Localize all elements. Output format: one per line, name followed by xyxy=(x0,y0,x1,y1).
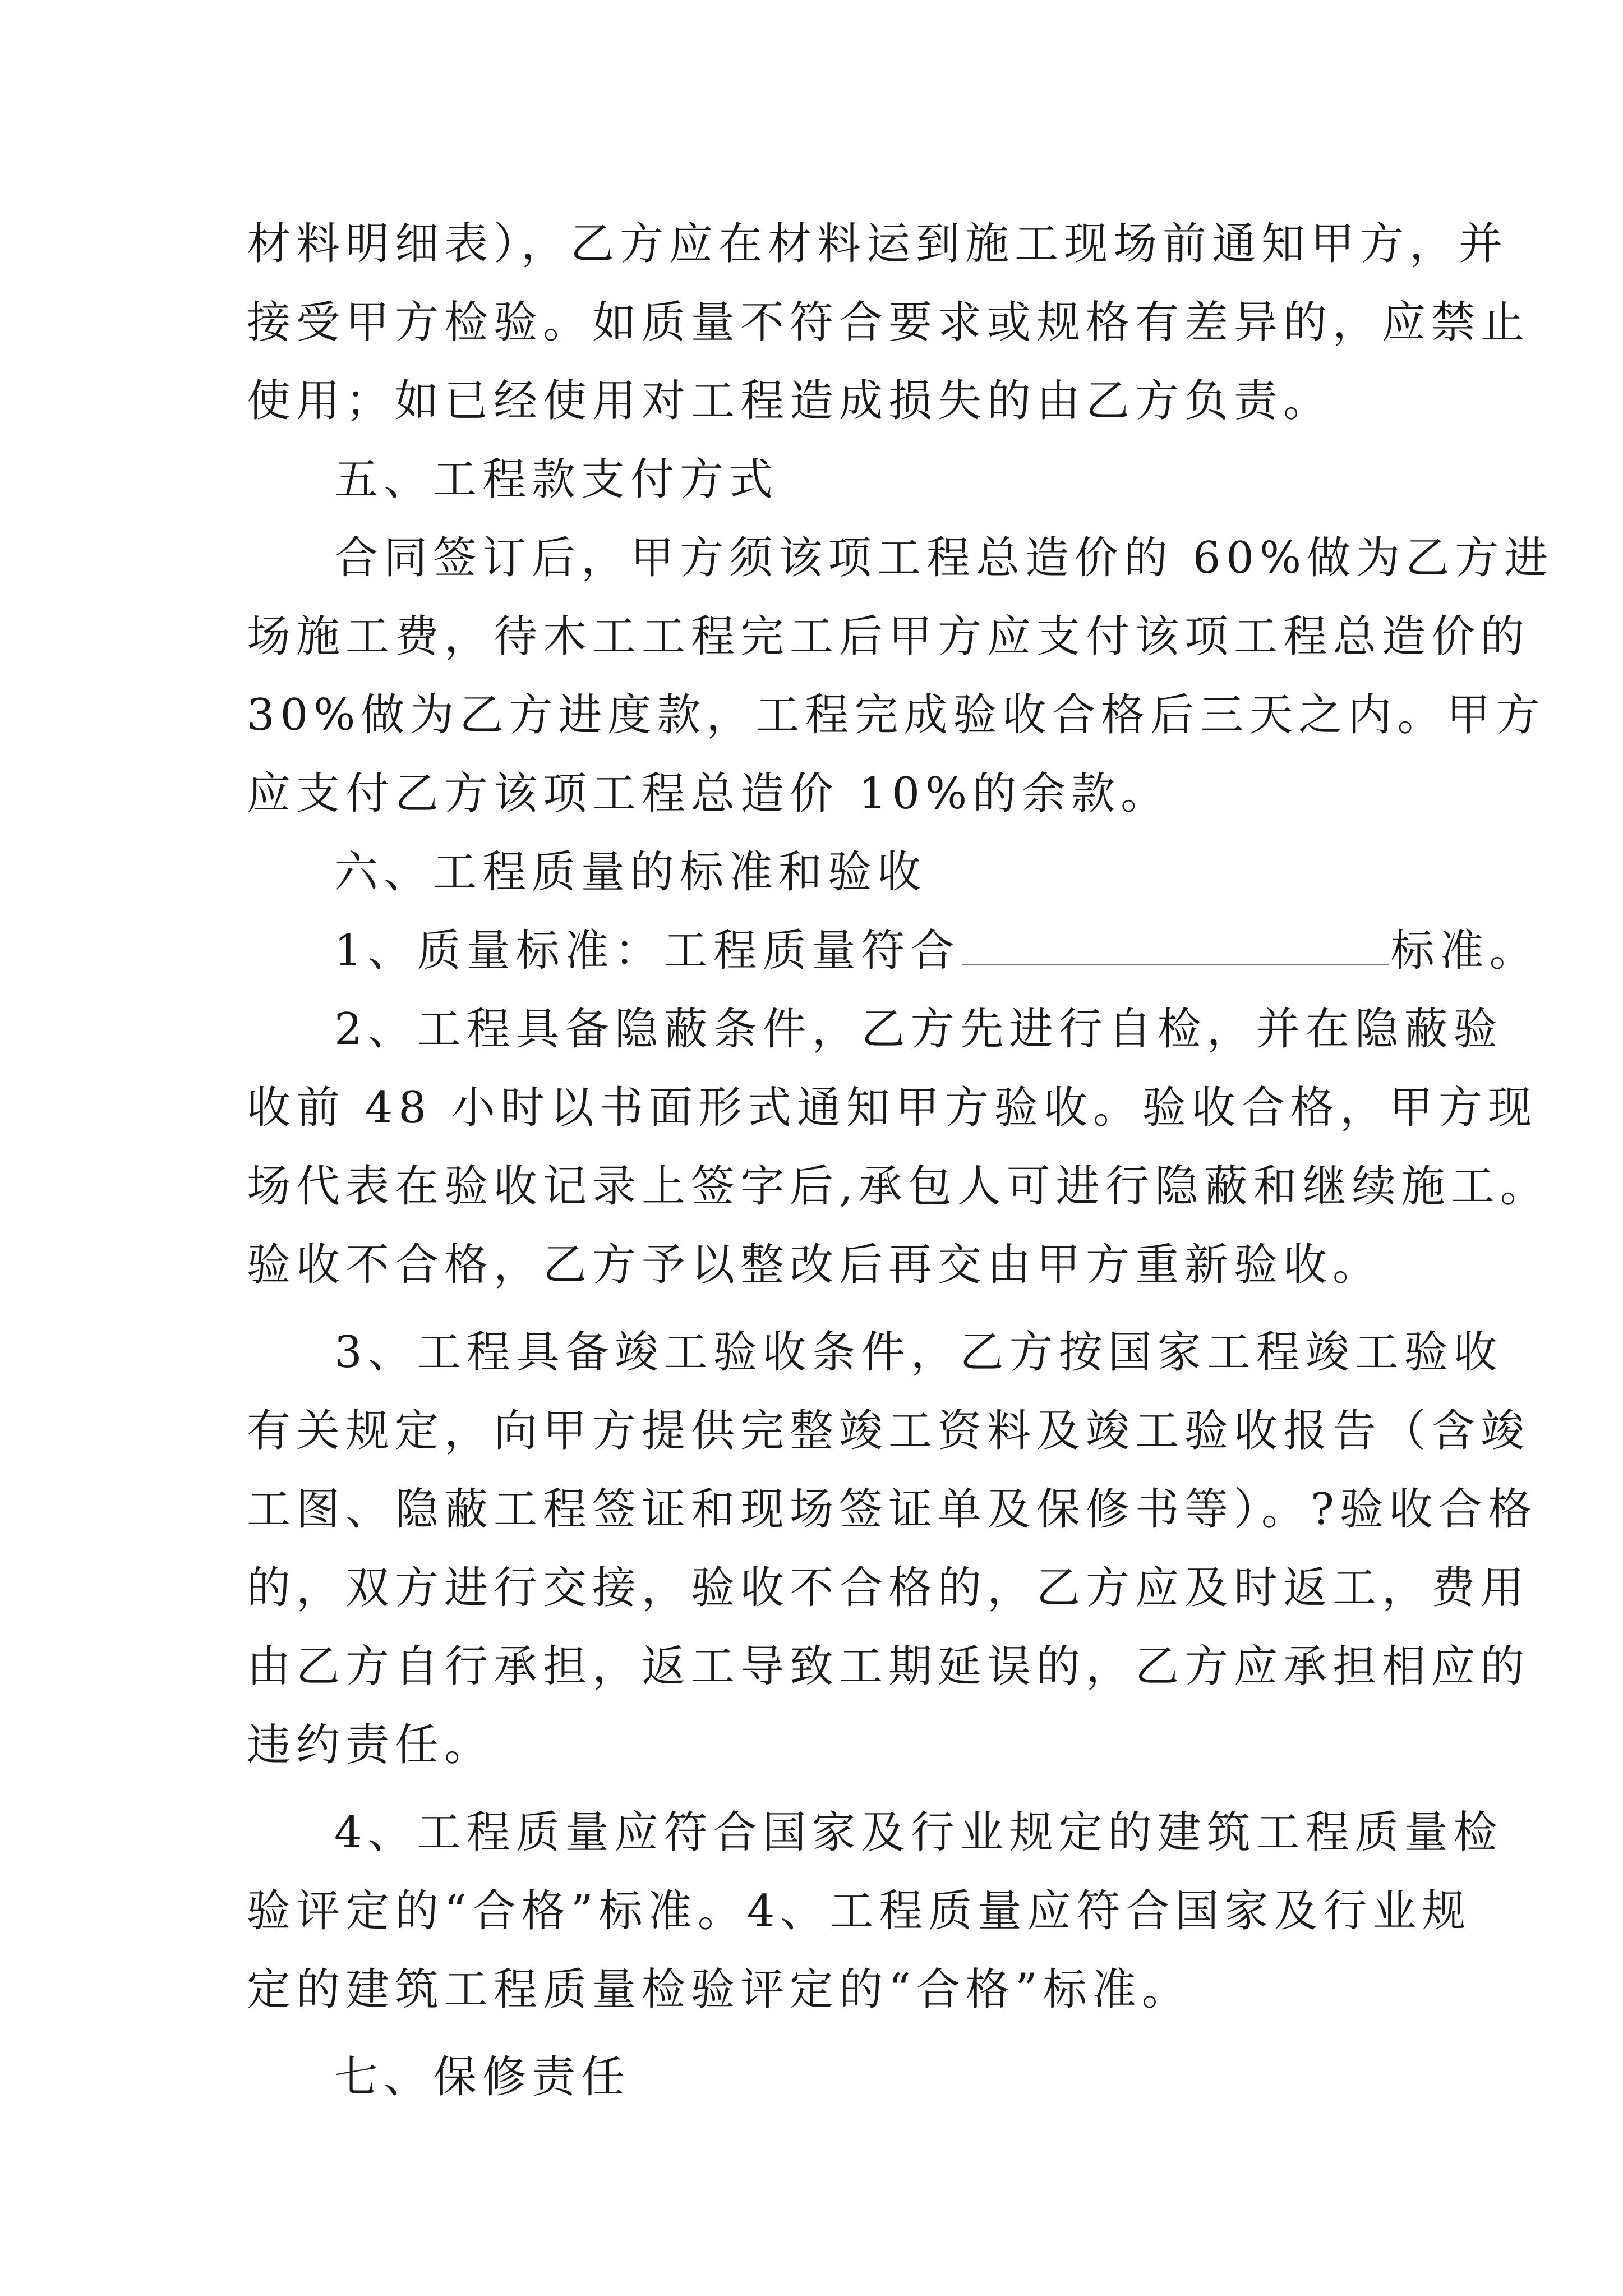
text-line: 场施工费，待木工工程完工后甲方应支付该项工程总造价的 xyxy=(247,611,1530,662)
text-line: 应支付乙方该项工程总造价 10%的余款。 xyxy=(247,769,1170,819)
section-heading-payment: 五、工程款支付方式 xyxy=(334,454,779,505)
paragraph-gap xyxy=(247,1304,1392,1313)
text-line: 收前 48 小时以书面形式通知甲方验收。验收合格，甲方现 xyxy=(247,1083,1537,1133)
text-line: 接受甲方检验。如质量不符合要求或规格有差异的，应禁止 xyxy=(247,297,1530,348)
text-line: 3、工程具备竣工验收条件，乙方按国家工程竣工验收 xyxy=(334,1327,1503,1378)
text-line: 合同签订后，甲方须该项工程总造价的 60%做为乙方进 xyxy=(334,533,1554,583)
paragraph-gap xyxy=(247,2029,1392,2038)
text-line: 材料明细表），乙方应在材料运到施工现场前通知甲方，并 xyxy=(247,219,1509,269)
text-line: 有关规定，向甲方提供完整竣工资料及竣工验收报告（含竣 xyxy=(247,1406,1530,1456)
text-line: 30%做为乙方进度款，工程完成验收合格后三天之内。甲方 xyxy=(247,690,1546,740)
text-line: 的，双方进行交接，验收不合格的，乙方应及时返工，费用 xyxy=(247,1563,1530,1613)
fill-in-blank[interactable] xyxy=(962,919,1389,965)
section-heading-quality: 六、工程质量的标准和验收 xyxy=(334,847,927,898)
text-line: 验收不合格，乙方予以整改后再交由甲方重新验收。 xyxy=(247,1240,1382,1290)
text-line: 工图、隐蔽工程签证和现场签证单及保修书等）。?验收合格 xyxy=(247,1484,1537,1535)
text-line: 违约责任。 xyxy=(247,1720,494,1770)
text-line: 2、工程具备隐蔽条件，乙方先进行自检，并在隐蔽验 xyxy=(334,1004,1503,1055)
quality-standard-line xyxy=(247,912,1539,990)
document-body xyxy=(247,205,1554,2116)
text-line: 使用；如已经使用对工程造成损失的由乙方负责。 xyxy=(247,376,1333,426)
text-line: 场代表在验收记录上签字后,承包人可进行隐蔽和继续施工。 xyxy=(247,1161,1550,1212)
quality-standard-label: 1、质量标准：工程质量符合 xyxy=(334,926,960,976)
text-line: 4、工程质量应符合国家及行业规定的建筑工程质量检 xyxy=(334,1807,1503,1858)
quality-standard-suffix: 标准。 xyxy=(1390,926,1539,976)
text-line: 验评定的“合格”标准。4、工程质量应符合国家及行业规 xyxy=(247,1886,1472,1936)
paragraph-gap xyxy=(247,1784,1392,1793)
section-heading-warranty: 七、保修责任 xyxy=(334,2052,631,2102)
text-line: 由乙方自行承担，返工导致工期延误的，乙方应承担相应的 xyxy=(247,1641,1530,1692)
text-line: 定的建筑工程质量检验评定的“合格”标准。 xyxy=(247,1964,1191,2015)
